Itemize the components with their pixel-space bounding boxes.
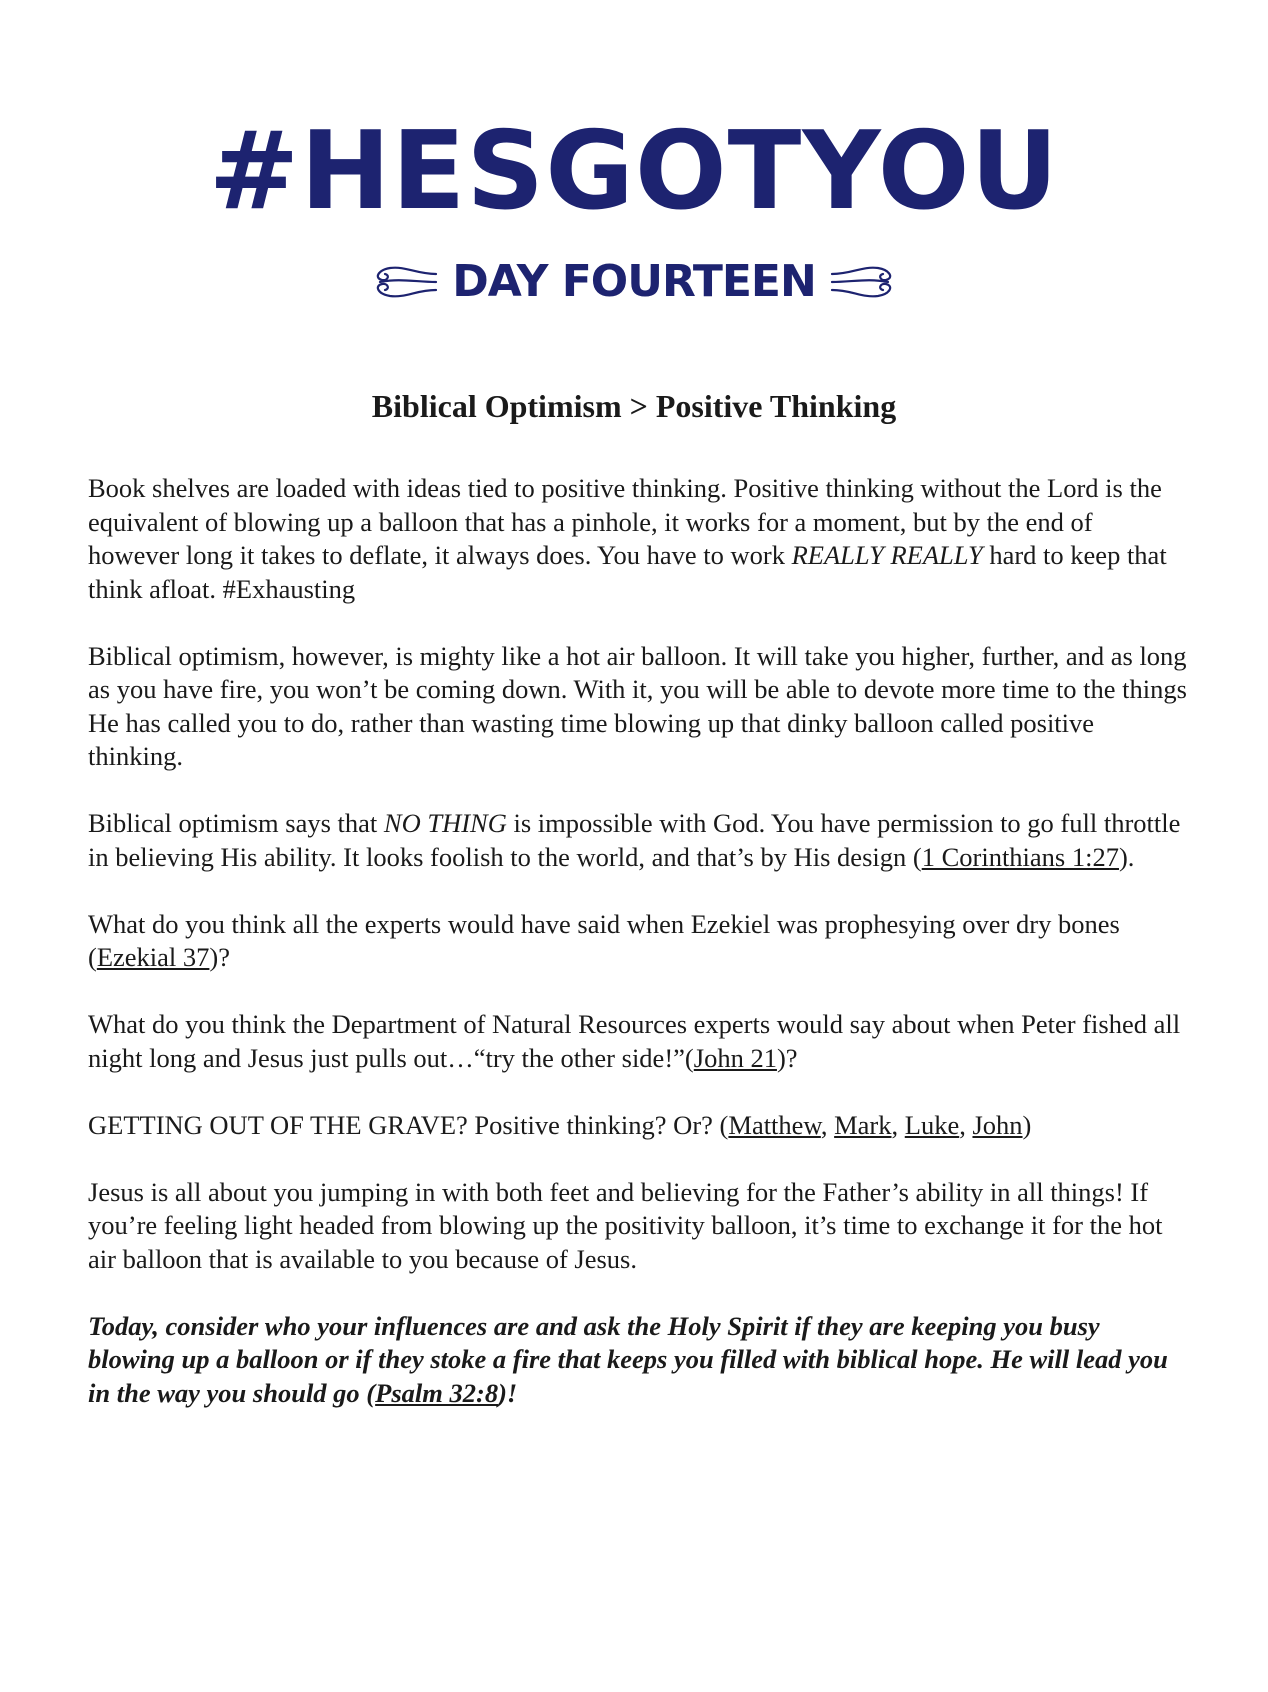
p6-separator: , xyxy=(820,1109,835,1140)
p1-text-b: hard to keep that think afloat. #Exhausting xyxy=(88,540,1167,604)
p6-separator: , xyxy=(959,1109,973,1140)
p6-separator: , xyxy=(891,1109,905,1140)
link-john[interactable]: John xyxy=(972,1109,1023,1140)
link-psalm[interactable]: Psalm 32:8 xyxy=(375,1377,499,1408)
p3-text-c: ). xyxy=(1118,841,1135,872)
closing-paragraph xyxy=(88,1310,1188,1411)
p4-text-b: )? xyxy=(209,942,230,972)
link-1-corinthians[interactable]: 1 Corinthians 1:27 xyxy=(921,841,1119,872)
right-flourish-icon xyxy=(830,260,902,304)
day-label: DAY FOURTEEN xyxy=(452,256,816,307)
link-ezekial[interactable]: Ezekial 37 xyxy=(96,942,210,972)
day-banner xyxy=(0,252,1268,312)
p3-emphasis: NO THING xyxy=(383,808,507,838)
paragraph-3 xyxy=(88,807,1188,874)
paragraph-2: Biblical optimism, however, is mighty like a hot air balloon. It will take you higher, further, and as long as you have fire, you won’t be coming down. With it, you will be able to devote more time to the things He has called you to do, rather than wasting time blowing up that dinky balloon called positive thinking. xyxy=(88,640,1187,771)
p6-text-b: ) xyxy=(1022,1109,1032,1140)
paragraph-4 xyxy=(88,908,1188,975)
page-title: Biblical Optimism > Positive Thinking xyxy=(371,388,897,424)
paragraph-1 xyxy=(88,472,1188,606)
link-mark[interactable]: Mark xyxy=(834,1109,892,1140)
p1-text-a: Book shelves are loaded with ideas tied to positive thinking. Positive thinking without the Lord is the equivalent of blowing up a balloon that has a pinhole, it works for a moment, but by the end of however long it takes to deflate, it always does. You have to work xyxy=(88,473,1162,570)
body-text xyxy=(88,472,1188,1444)
paragraph-6 xyxy=(88,1109,1188,1143)
paragraph-5 xyxy=(88,1008,1188,1075)
p3-text-b: is impossible with God. You have permission to go full throttle in believing His ability. It looks foolish to the world, and that’s by His design ( xyxy=(88,808,1181,872)
p8-text-b: )! xyxy=(498,1377,518,1408)
p1-emphasis: REALLY REALLY xyxy=(791,540,983,570)
link-matthew[interactable]: Matthew xyxy=(728,1109,821,1140)
left-flourish-icon xyxy=(366,260,438,304)
paragraph-7: Jesus is all about you jumping in with both feet and believing for the Father’s ability in all things! If you’re feeling light headed from blowing up the positivity balloon, it’s time to exchange it for the hot air balloon that is available to you because of Jesus. xyxy=(88,1176,1163,1274)
p8-text-a: Today, consider who your influences are and ask the Holy Spirit if they are keeping you busy blowing up a balloon or if they stoke a fire that keeps you filled with biblical hope. He will lead you in the way you should go ( xyxy=(88,1310,1168,1408)
p3-text-a: Biblical optimism says that xyxy=(88,808,384,838)
p6-text-a: GETTING OUT OF THE GRAVE? Positive thinking? Or? ( xyxy=(88,1109,729,1140)
p5-text-b: )? xyxy=(776,1042,798,1073)
link-john-21[interactable]: John 21 xyxy=(693,1042,777,1073)
hesgotyou-logo: #HESGOTYOU xyxy=(208,109,1060,234)
link-luke[interactable]: Luke xyxy=(904,1109,960,1140)
p5-text-a: What do you think the Department of Natural Resources experts would say about when Peter fished all night long and Jesus just pulls out…“try the other side!”( xyxy=(88,1009,1181,1073)
p4-text-a: What do you think all the experts would have said when Ezekiel was prophesying over dry bones ( xyxy=(88,908,1120,972)
